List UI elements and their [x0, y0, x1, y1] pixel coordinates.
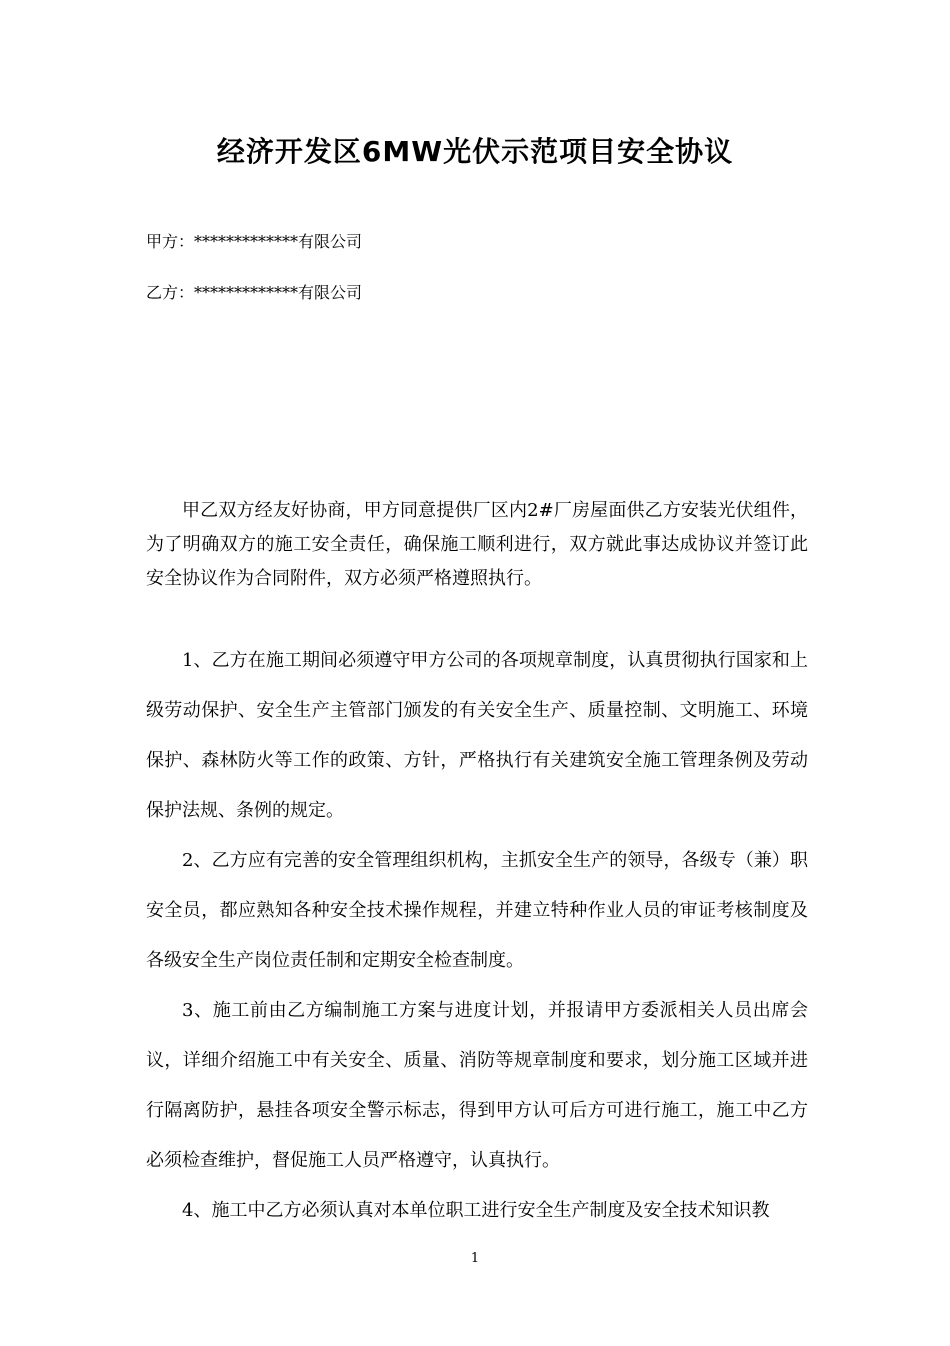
- clause-4: 4、施工中乙方必须认真对本单位职工进行安全生产制度及安全技术知识教: [182, 1200, 770, 1221]
- clause-2: 2、乙方应有完善的安全管理组织机构，主抓安全生产的领导，各级专（兼）职安全员，都应熟知各种安全技术操作规程，并建立特种作业人员的审证考核制度及各级安全生产岗位责任制和定期安全检查制度。: [146, 850, 808, 971]
- clause-list: [146, 636, 808, 1236]
- intro-paragraph: 甲乙双方经友好协商，甲方同意提供厂区内2#厂房屋面供乙方安装光伏组件，为了明确双方的施工安全责任，确保施工顺利进行，双方就此事达成协议并签订此安全协议作为合同附件，双方必须严格遵照执行。: [146, 500, 808, 589]
- clause-1: 1、乙方在施工期间必须遵守甲方公司的各项规章制度，认真贯彻执行国家和上级劳动保护、安全生产主管部门颁发的有关安全生产、质量控制、文明施工、环境保护、森林防火等工作的政策、方针，严格执行有关建筑安全施工管理条例及劳动保护法规、条例的规定。: [146, 650, 808, 821]
- clause-3: 3、施工前由乙方编制施工方案与进度计划，并报请甲方委派相关人员出席会议，详细介绍施工中有关安全、质量、消防等规章制度和要求，划分施工区域并进行隔离防护，悬挂各项安全警示标志，得到甲方认可后方可进行施工，施工中乙方必须检查维护，督促施工人员严格遵守，认真执行。: [146, 1000, 808, 1171]
- page-number: 1: [470, 1251, 480, 1266]
- document-title: 经济开发区6MW光伏示范项目安全协议: [216, 135, 734, 168]
- party-b-line: 乙方：*************有限公司: [146, 283, 363, 302]
- party-a-line: 甲方：*************有限公司: [146, 232, 363, 251]
